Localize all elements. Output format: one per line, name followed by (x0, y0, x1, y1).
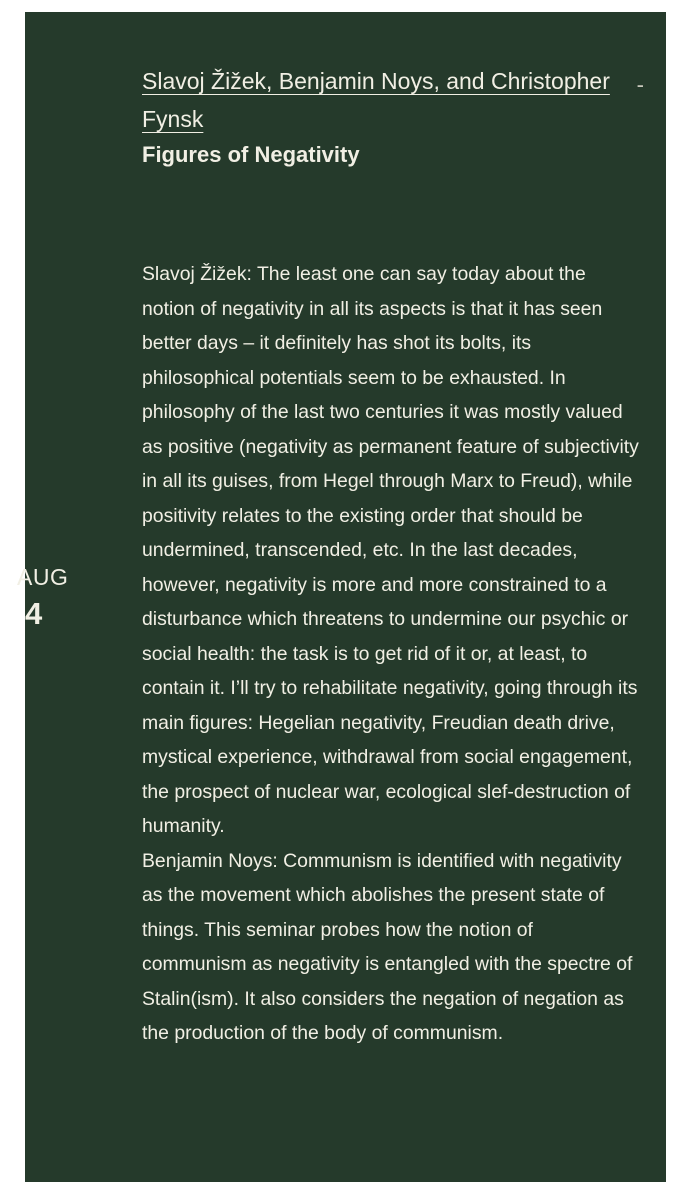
collapse-toggle[interactable]: - (636, 72, 644, 97)
event-date-day: 4 (25, 596, 43, 631)
event-date-month: AUG (17, 564, 69, 590)
description-paragraph-zizek: Slavoj Žižek: The least one can say today about the notion of negativity in all its aspects is that it has seen better days – it definitely has shot its bolts, its philosophical potentials seem to be exhausted. In philosophy of the last two centuries it was mostly valued as positive (negativity as permanent feature of subjectivity in all its guises, from Hegel through Marx to Freud), while positivity relates to the existing order that should be undermined, transcended, etc. In the last decades, however, negativity is more and more constrained to a disturbance which threatens to undermine our psychic or social health: the task is to get rid of it or, at least, to contain it. I’ll try to rehabilitate negativity, going through its main figures: Hegelian negativity, Freudian death drive, mystical experience, withdrawal from social engagement, the prospect of nuclear war, ecological slef-destruction of humanity. (142, 263, 639, 837)
event-description (142, 257, 642, 1051)
event-header (142, 62, 612, 172)
event-title: Figures of Negativity (142, 142, 360, 167)
description-paragraph-noys: Benjamin Noys: Communism is identified with negativity as the movement which abolishes the present state of things. This seminar probes how the notion of communism as negativity is entangled with the spectre of Stalin(ism). It also considers the negation of negation as the production of the body of communism. (142, 849, 633, 1044)
event-card (17, 12, 666, 1182)
event-authors-link[interactable]: Slavoj Žižek, Benjamin Noys, and Christopher Fynsk (142, 68, 610, 132)
